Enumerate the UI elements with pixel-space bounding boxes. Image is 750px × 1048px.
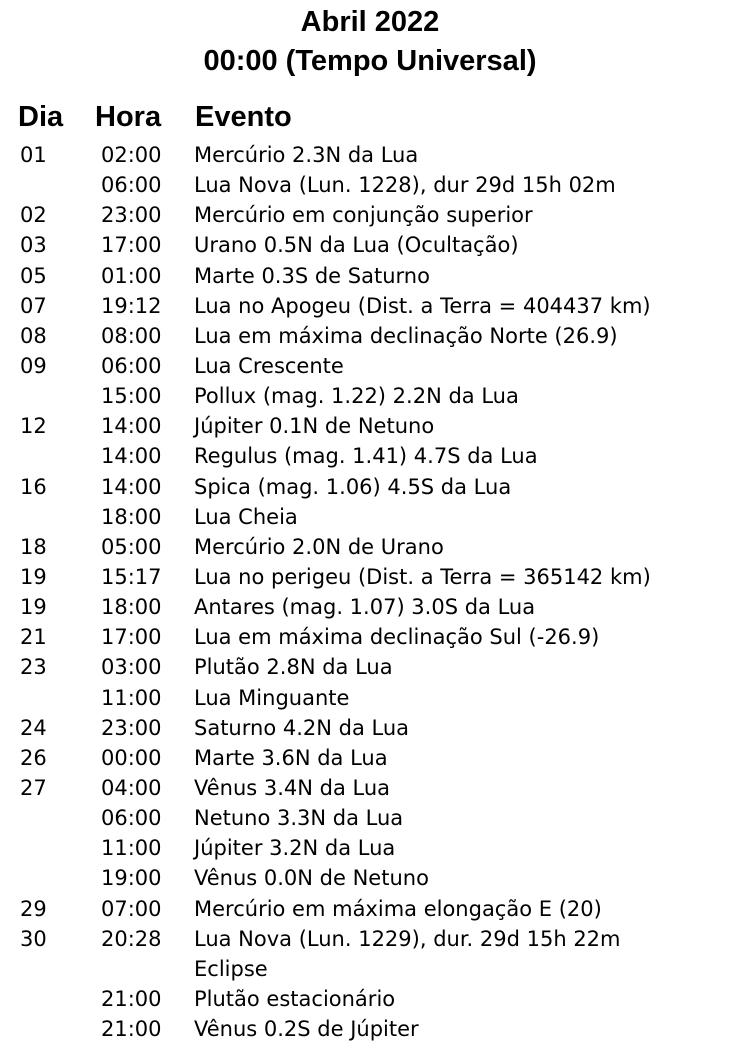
column-header-hora: Hora (95, 101, 162, 133)
event-day: 02 (20, 203, 47, 228)
event-day: 01 (20, 143, 47, 167)
event-description: Plutão estacionário (194, 986, 396, 1011)
event-row (0, 441, 750, 471)
event-time: 00:00 (101, 745, 162, 770)
event-time: 06:00 (101, 353, 162, 378)
event-day: 24 (20, 715, 47, 740)
event-description: Vênus 0.2S de Júpiter (194, 1017, 419, 1042)
event-row (0, 652, 750, 682)
event-row (0, 351, 750, 381)
event-description: Urano 0.5N da Lua (Ocultação) (194, 233, 519, 258)
event-time: 14:00 (101, 414, 162, 439)
event-row (0, 622, 750, 652)
page-subtitle: 00:00 (Tempo Universal) (203, 45, 537, 77)
event-day: 29 (20, 896, 47, 921)
event-row (0, 863, 750, 893)
event-row (0, 592, 750, 622)
event-time: 18:00 (101, 504, 162, 529)
event-time: 02:00 (101, 143, 162, 167)
event-row (0, 170, 750, 200)
event-description: Mercúrio em conjunção superior (194, 203, 533, 228)
event-day: 07 (20, 293, 47, 318)
event-row (0, 261, 750, 291)
event-description: Antares (mag. 1.07) 3.0S da Lua (194, 595, 536, 620)
event-time: 14:00 (101, 444, 162, 469)
event-time: 21:00 (101, 986, 162, 1011)
event-day: 05 (20, 263, 47, 288)
event-row (0, 894, 750, 924)
event-day: 03 (20, 233, 47, 258)
event-row (0, 984, 750, 1014)
event-description: Lua em máxima declinação Norte (26.9) (194, 323, 618, 348)
event-row (0, 743, 750, 773)
event-row (0, 924, 750, 954)
event-description: Regulus (mag. 1.41) 4.7S da Lua (194, 444, 538, 469)
event-row (0, 502, 750, 532)
event-time: 18:00 (101, 595, 162, 620)
event-description: Júpiter 3.2N da Lua (194, 836, 396, 861)
event-description: Marte 0.3S de Saturno (194, 263, 430, 288)
event-time: 07:00 (101, 896, 162, 921)
event-description: Vênus 0.0N de Netuno (194, 866, 429, 891)
event-description: Lua Cheia (194, 504, 298, 529)
event-description: Júpiter 0.1N de Netuno (194, 414, 435, 439)
event-day: 08 (20, 323, 47, 348)
event-time: 03:00 (101, 655, 162, 680)
event-time: 04:00 (101, 775, 162, 800)
event-time: 11:00 (101, 685, 162, 710)
event-description: Saturno 4.2N da Lua (194, 715, 410, 740)
event-description: Marte 3.6N da Lua (194, 745, 388, 770)
event-row (0, 803, 750, 833)
event-row (0, 833, 750, 863)
event-row (0, 683, 750, 713)
event-time: 19:12 (101, 293, 162, 318)
event-description: Mercúrio em máxima elongação E (20) (194, 896, 602, 921)
event-description: Lua Minguante (194, 685, 350, 710)
event-description: Lua no Apogeu (Dist. a Terra = 404437 km) (194, 293, 651, 318)
event-day: 09 (20, 353, 47, 378)
event-time: 23:00 (101, 203, 162, 228)
event-description: Mercúrio 2.0N de Urano (194, 534, 444, 559)
event-time: 23:00 (101, 715, 162, 740)
event-description: Lua Crescente (194, 353, 344, 378)
event-description: Lua no perigeu (Dist. a Terra = 365142 km) (194, 564, 651, 589)
event-time: 15:00 (101, 384, 162, 409)
event-time: 05:00 (101, 534, 162, 559)
event-row (0, 954, 750, 984)
event-row (0, 1014, 750, 1044)
event-time: 20:28 (101, 926, 162, 951)
event-day: 16 (20, 474, 47, 499)
event-day: 19 (20, 595, 47, 620)
event-time: 08:00 (101, 323, 162, 348)
event-day: 19 (20, 564, 47, 589)
event-day: 23 (20, 655, 47, 680)
event-description: Lua em máxima declinação Sul (-26.9) (194, 625, 600, 650)
event-row (0, 773, 750, 803)
event-day: 26 (20, 745, 47, 770)
event-time: 17:00 (101, 625, 162, 650)
event-day: 30 (20, 926, 47, 951)
event-row (0, 140, 750, 170)
events-table (0, 140, 750, 1044)
event-description: Vênus 3.4N da Lua (194, 775, 391, 800)
event-description: Plutão 2.8N da Lua (194, 655, 393, 680)
event-row (0, 291, 750, 321)
event-description: Spica (mag. 1.06) 4.5S da Lua (194, 474, 512, 499)
event-description: Lua Nova (Lun. 1229), dur. 29d 15h 22m (194, 926, 621, 951)
column-header-evento: Evento (195, 101, 292, 133)
event-day: 12 (20, 414, 47, 439)
event-row (0, 381, 750, 411)
event-day: 27 (20, 775, 47, 800)
event-time: 11:00 (101, 836, 162, 861)
event-time: 06:00 (101, 173, 162, 198)
column-header-dia: Dia (18, 101, 64, 133)
event-row (0, 411, 750, 441)
event-row (0, 230, 750, 260)
event-day: 18 (20, 534, 47, 559)
event-row (0, 321, 750, 351)
event-row (0, 200, 750, 230)
event-description: Pollux (mag. 1.22) 2.2N da Lua (194, 384, 519, 409)
event-time: 14:00 (101, 474, 162, 499)
event-time: 15:17 (101, 564, 162, 589)
event-day: 21 (20, 625, 47, 650)
event-time: 17:00 (101, 233, 162, 258)
event-description: Netuno 3.3N da Lua (194, 806, 404, 831)
event-description: Mercúrio 2.3N da Lua (194, 143, 419, 167)
page-title: Abril 2022 (300, 6, 440, 38)
event-time: 01:00 (101, 263, 162, 288)
event-row (0, 532, 750, 562)
event-time: 19:00 (101, 866, 162, 891)
event-row (0, 562, 750, 592)
event-description: Eclipse (194, 956, 268, 981)
event-time: 21:00 (101, 1017, 162, 1042)
event-time: 06:00 (101, 806, 162, 831)
event-row (0, 472, 750, 502)
event-row (0, 713, 750, 743)
event-description: Lua Nova (Lun. 1228), dur 29d 15h 02m (194, 173, 616, 198)
